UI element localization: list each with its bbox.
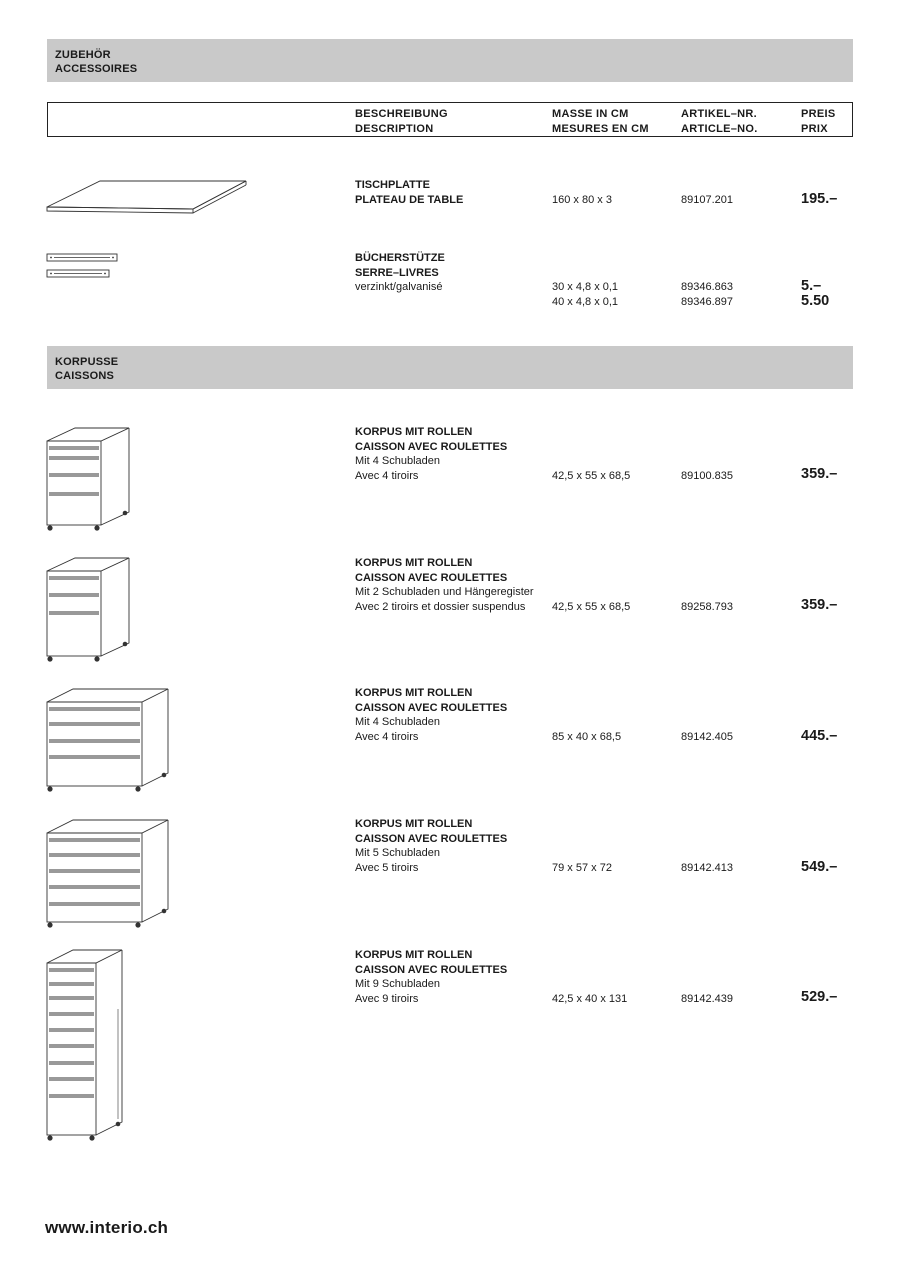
product-dimensions: 30 x 4,8 x 0,1 40 x 4,8 x 0,1 [552,281,619,308]
product-description: TISCHPLATTE PLATEAU DE TABLE [355,179,464,206]
product-description: KORPUS MIT ROLLEN CAISSON AVEC ROULETTES Mit 5 Schubladen Avec 5 tiroirs [355,818,508,874]
book-ends-drawing [45,252,121,280]
product-article-number: 89258.793 [681,601,733,613]
product-price: 5.– 5.50 [801,278,830,309]
product-price: 359.– [801,466,838,482]
product-dimensions: 79 x 57 x 72 [552,862,612,874]
product-article-number: 89142.405 [681,731,733,743]
header-measures: MASSE IN CM MESURES EN CM [552,108,649,135]
product-dimensions: 85 x 40 x 68,5 [552,731,622,743]
section-title-fr: CAISSONS [55,370,115,382]
header-description: BESCHREIBUNG DESCRIPTION [355,108,448,135]
product-price: 529.– [801,989,838,1005]
product-price: 549.– [801,859,838,875]
section-title [55,355,118,383]
header-price: PREIS PRIX [801,108,836,135]
product-description: KORPUS MIT ROLLEN CAISSON AVEC ROULETTES Mit 2 Schubladen und Hängeregister Avec 2 tiroirs et dossier suspendus [355,557,534,613]
section-title-fr: ACCESSOIRES [55,63,138,75]
section-title-de: KORPUSSE [55,356,119,368]
product-article-number: 89107.201 [681,194,733,206]
section-band-accessories [47,39,853,82]
section-title-de: ZUBEHÖR [55,49,111,61]
caisson-wide-4-drawers-drawing [45,688,173,794]
caisson-2-drawers-hanging-drawing [45,557,135,663]
product-description: KORPUS MIT ROLLEN CAISSON AVEC ROULETTES Mit 4 Schubladen Avec 4 tiroirs [355,426,508,482]
product-price: 359.– [801,597,838,613]
product-dimensions: 42,5 x 40 x 131 [552,993,628,1005]
section-title [55,48,137,76]
product-dimensions: 160 x 80 x 3 [552,194,612,206]
product-dimensions: 42,5 x 55 x 68,5 [552,601,631,613]
footer-website-link[interactable]: www.interio.ch [45,1218,169,1237]
product-description: KORPUS MIT ROLLEN CAISSON AVEC ROULETTES Mit 4 Schubladen Avec 4 tiroirs [355,687,508,743]
caisson-9-drawers-drawing [45,949,125,1144]
product-article-number: 89100.835 [681,470,733,482]
product-article-number: 89346.863 89346.897 [681,281,733,308]
product-description: BÜCHERSTÜTZE SERRE–LIVRES verzinkt/galvanisé [355,252,445,294]
product-description: KORPUS MIT ROLLEN CAISSON AVEC ROULETTES Mit 9 Schubladen Avec 9 tiroirs [355,949,508,1005]
table-header [47,102,853,137]
table-top-drawing [45,178,250,216]
product-article-number: 89142.413 [681,862,733,874]
header-article: ARTIKEL–NR. ARTICLE–NO. [681,108,758,135]
section-band-caissons [47,346,853,389]
product-article-number: 89142.439 [681,993,733,1005]
caisson-5-drawers-drawing [45,819,173,931]
product-price: 195.– [801,191,838,207]
caisson-4-drawers-drawing [45,427,135,532]
product-dimensions: 42,5 x 55 x 68,5 [552,470,631,482]
product-price: 445.– [801,728,838,744]
